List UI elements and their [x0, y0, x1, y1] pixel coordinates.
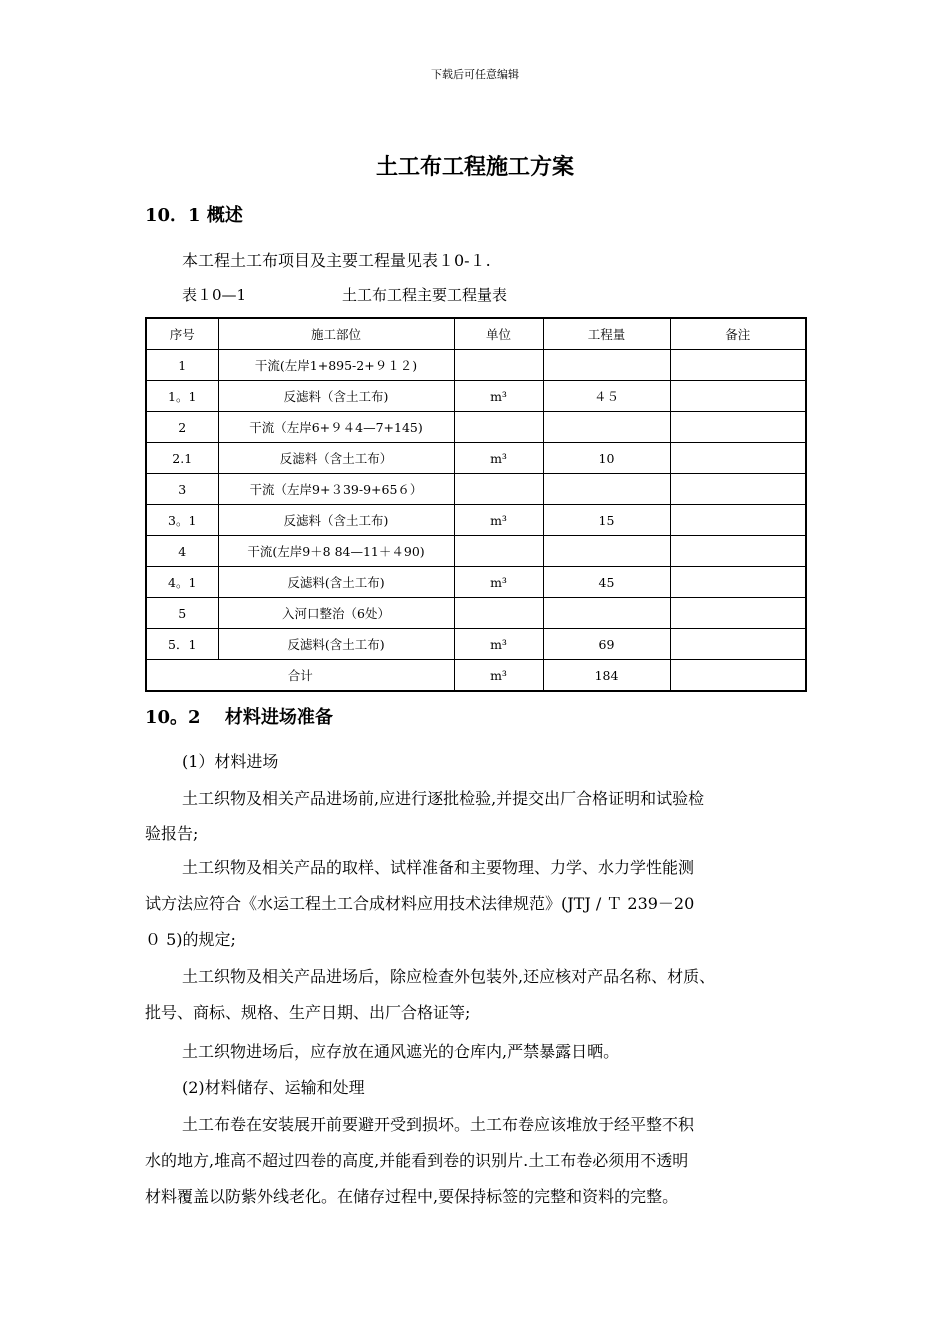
paragraph-line: 土工织物及相关产品进场前,应进行逐批检验,并提交出厂合格证明和试验检: [182, 789, 705, 808]
cell-seq: 3: [146, 474, 218, 505]
cell-seq: 4。1: [146, 567, 218, 598]
header-note: 下载后可任意编辑: [431, 68, 519, 81]
cell-location: 干流（左岸6+９４4—7+145): [218, 412, 454, 443]
cell-quantity: 15: [543, 505, 670, 536]
cell-seq: 4: [146, 536, 218, 567]
table-row: [146, 536, 806, 567]
total-unit: m³: [454, 660, 543, 692]
table-row: [146, 381, 806, 412]
cell-quantity: [543, 598, 670, 629]
cell-unit: m³: [454, 567, 543, 598]
header-location: 施工部位: [218, 318, 454, 350]
header-quantity: 工程量: [543, 318, 670, 350]
total-remarks: [670, 660, 806, 692]
cell-location: 反滤料(含土工布): [218, 629, 454, 660]
table-row: [146, 412, 806, 443]
cell-location: 干流（左岸9+３39-9+65６）: [218, 474, 454, 505]
header-unit: 单位: [454, 318, 543, 350]
cell-location: 反滤料（含土工布）: [218, 443, 454, 474]
cell-unit: [454, 350, 543, 381]
cell-seq: 2.1: [146, 443, 218, 474]
total-quantity: 184: [543, 660, 670, 692]
cell-remarks: [670, 629, 806, 660]
cell-seq: 2: [146, 412, 218, 443]
document-title: 土工布工程施工方案: [375, 154, 574, 180]
cell-unit: [454, 536, 543, 567]
table-row: [146, 474, 806, 505]
cell-remarks: [670, 505, 806, 536]
cell-quantity: [543, 412, 670, 443]
cell-location: 干流(左岸9＋8 84—11＋４90): [218, 536, 454, 567]
paragraph-line: 土工布卷在安装展开前要避开受到损坏。土工布卷应该堆放于经平整不积: [182, 1115, 695, 1134]
cell-location: 反滤料（含土工布): [218, 505, 454, 536]
cell-location: 反滤料（含土工布): [218, 381, 454, 412]
header-remarks: 备注: [670, 318, 806, 350]
cell-quantity: [543, 474, 670, 505]
cell-remarks: [670, 567, 806, 598]
cell-remarks: [670, 381, 806, 412]
paragraph-line: 土工织物进场后，应存放在通风遮光的仓库内,严禁暴露日晒。: [182, 1042, 620, 1061]
cell-remarks: [670, 598, 806, 629]
cell-seq: 5: [146, 598, 218, 629]
paragraph-line: 试方法应符合《水运工程土工合成材料应用技术法律规范》(JTJ / Ｔ 239－20: [145, 894, 695, 913]
cell-quantity: 45: [543, 567, 670, 598]
cell-seq: 1。1: [146, 381, 218, 412]
quantities-table: [145, 317, 807, 692]
total-label: 合计: [146, 660, 454, 692]
paragraph-line: 材料覆盖以防紫外线老化。在储存过程中,要保持标签的完整和资料的完整。: [145, 1187, 679, 1206]
cell-unit: [454, 598, 543, 629]
cell-location: 入河口整治（6处）: [218, 598, 454, 629]
paragraph-line: ０ 5)的规定;: [145, 930, 236, 949]
overview-paragraph: 本工程土工布项目及主要工程量见表１0-１.: [182, 251, 491, 270]
section-heading-overview: 10．1 概述: [145, 205, 243, 226]
cell-remarks: [670, 443, 806, 474]
table-row: [146, 350, 806, 381]
cell-remarks: [670, 350, 806, 381]
cell-remarks: [670, 412, 806, 443]
cell-seq: 1: [146, 350, 218, 381]
subsection-title-storage: (2)材料储存、运输和处理: [182, 1078, 365, 1097]
table-row: [146, 629, 806, 660]
table-row: [146, 598, 806, 629]
table-total-row: [146, 660, 806, 692]
cell-seq: 5．1: [146, 629, 218, 660]
table-row: [146, 443, 806, 474]
cell-seq: 3。1: [146, 505, 218, 536]
cell-unit: m³: [454, 629, 543, 660]
cell-unit: m³: [454, 505, 543, 536]
paragraph-line: 土工织物及相关产品的取样、试样准备和主要物理、力学、水力学性能测: [182, 858, 695, 877]
table-caption-title: 土工布工程主要工程量表: [342, 286, 508, 304]
subsection-title-materials-entry: (1）材料进场: [182, 752, 279, 771]
cell-unit: [454, 474, 543, 505]
cell-unit: m³: [454, 381, 543, 412]
cell-location: 干流(左岸1+895-2+９１２): [218, 350, 454, 381]
paragraph-line: 验报告;: [145, 824, 199, 843]
paragraph-line: 批号、商标、规格、生产日期、出厂合格证等;: [145, 1003, 471, 1022]
table-caption-label: 表１0—1: [182, 286, 247, 304]
table-header-row: [146, 318, 806, 350]
cell-quantity: [543, 536, 670, 567]
cell-quantity: 69: [543, 629, 670, 660]
cell-unit: [454, 412, 543, 443]
paragraph-line: 水的地方,堆高不超过四卷的高度,并能看到卷的识别片.土工布卷必须用不透明: [145, 1151, 689, 1170]
cell-quantity: 10: [543, 443, 670, 474]
cell-remarks: [670, 536, 806, 567]
cell-location: 反滤料(含土工布): [218, 567, 454, 598]
header-seq: 序号: [146, 318, 218, 350]
cell-remarks: [670, 474, 806, 505]
cell-quantity: ４５: [543, 381, 670, 412]
section-heading-materials: 10。2 材料进场准备: [145, 707, 333, 728]
table-row: [146, 567, 806, 598]
paragraph-line: 土工织物及相关产品进场后，除应检查外包装外,还应核对产品名称、材质、: [182, 967, 716, 986]
table-row: [146, 505, 806, 536]
cell-unit: m³: [454, 443, 543, 474]
cell-quantity: [543, 350, 670, 381]
